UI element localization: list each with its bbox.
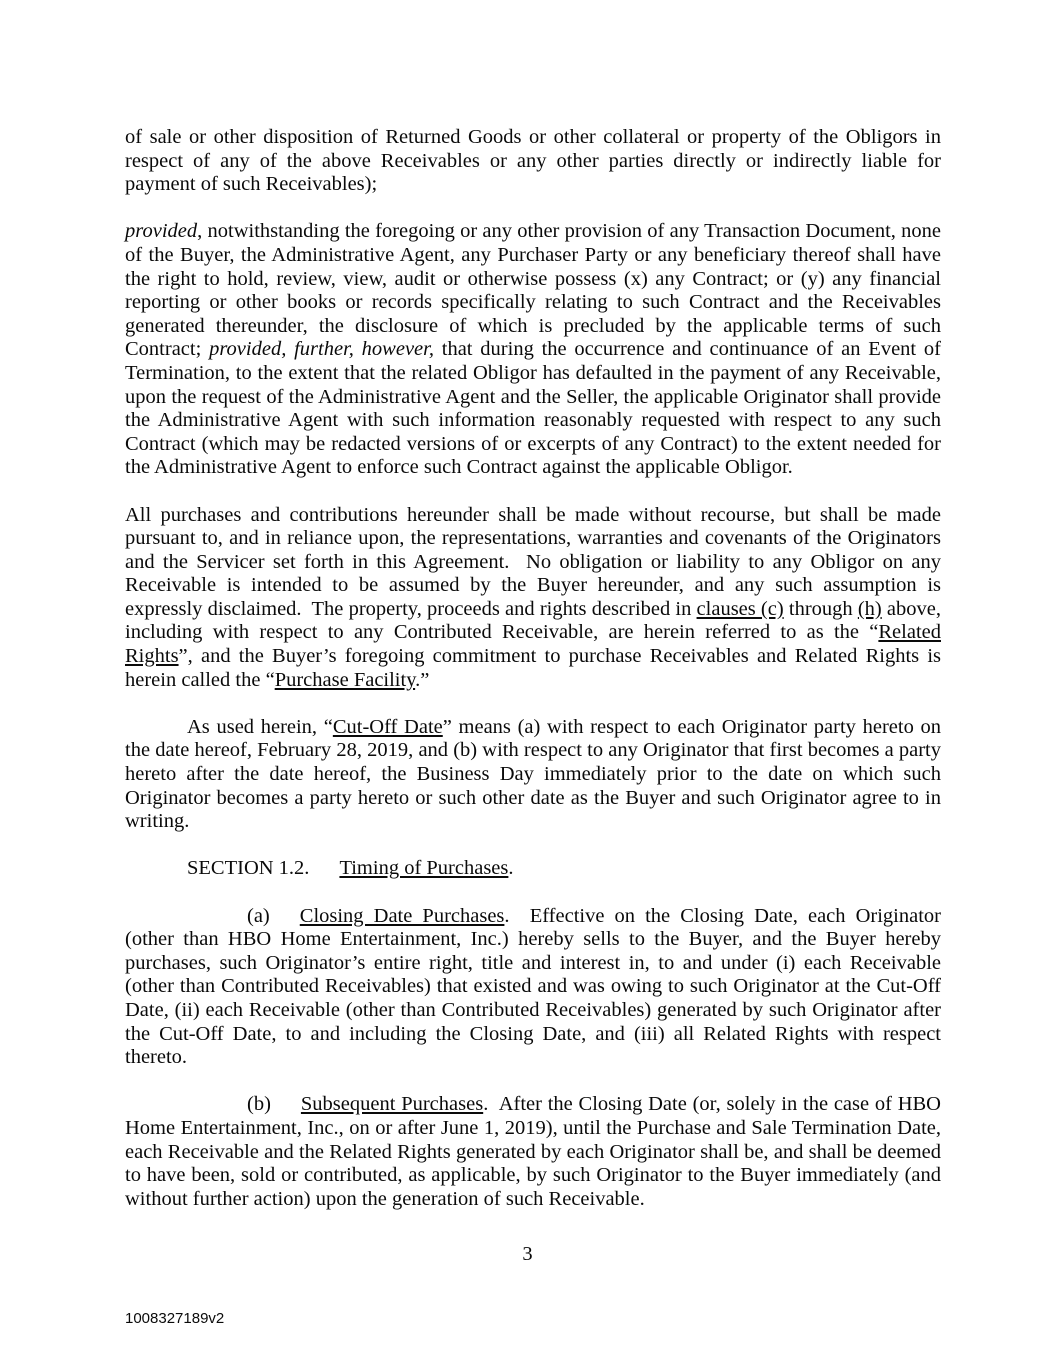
text-run: Timing of Purchases xyxy=(339,857,509,880)
para-proviso xyxy=(125,220,941,480)
text-run: provided xyxy=(125,220,198,243)
text-run: . xyxy=(508,857,514,880)
para-sale-disposition xyxy=(125,126,941,197)
text-run: provided, further, however, xyxy=(209,338,434,361)
text-run: . After the Closing Date (or, solely in the case of HBO Home Entertainment, Inc., on or after June 1, 2019), until the Purchase and Sale Termination Date, each Receivable and the Related Rights generated by each Originator shall be, and shall be deemed to have been, sold or contributed, as applicable, by such Originator to the Buyer immediately (and without further action) upon the generation of such Receivable. xyxy=(125,1093,941,1210)
text-run: Subsequent Purchases xyxy=(300,1093,484,1116)
heading-section-1-2 xyxy=(125,857,941,881)
text-run: ”, and the Buyer’s foregoing commitment to purchase Receivables and Related Rights is herein called the “ xyxy=(125,645,941,691)
document-body xyxy=(125,126,941,1235)
text-run: that during the occurrence and continuance of an Event of Termination, to the extent that the related Obligor has defaulted in the payment of any Receivable, upon the request of the Administrative Agent and the Seller, the applicable Originator shall provide the Administrative Agent with such information reasonably requested with respect to any such Contract (which may be redacted versions of or excerpts of any Contract) to the extent needed for the Administrative Agent to enforce such Contract against the applicable Obligor. xyxy=(125,338,941,479)
text-run: (b) xyxy=(247,1093,271,1116)
text-run: ” means (a) with respect to each Originator party hereto on the date hereof, February 28, 2019, and (b) with respect to any Originator that first becomes a party hereto after the date hereof, the Business Day immediately prior to the date on which such Originator becomes a party hereto or such other date as the Buyer and such Originator agree to in writing. xyxy=(125,715,941,833)
text-run: above, including with respect to any Contributed Receivable, are herein referred to as the “ xyxy=(125,597,941,644)
text-run: As used herein, “ xyxy=(187,715,333,738)
text-run: Purchase Facility xyxy=(274,668,416,691)
para-cutoff-date-definition xyxy=(125,716,941,834)
para-subsequent-purchases xyxy=(125,1093,941,1211)
text-run: (h) xyxy=(857,597,882,620)
text-run: All purchases and contributions hereunder shall be made without recourse, but shall be made pursuant to, and in reliance upon, the representations, warranties and covenants of the Originators and the Servicer set forth in this Agreement. No obligation or liability to any Obligor on any Receivable is intended to be assumed by the Buyer hereunder, and any such assumption is expressly disclaimed. The property, proceeds and rights described in xyxy=(125,503,941,620)
document-id-stamp: 1008327189v2 xyxy=(125,1310,225,1327)
text-run: . Effective on the Closing Date, each Originator (other than HBO Home Entertainment, Inc.) hereby sells to the Buyer, and the Buyer hereby purchases, such Originator’s entire right, title and interest in, to and under (i) each Receivable (other than Contributed Receivables) that existed and was owing to such Originator at the Cut-Off Date, (ii) each Receivable (other than Contributed Receivables) generated by such Originator after the Cut-Off Date, to and including the Closing Date, and (iii) all Related Rights with respect thereto. xyxy=(125,904,941,1069)
text-run: Cut-Off Date xyxy=(332,715,443,738)
text-run: SECTION 1.2. xyxy=(187,857,310,880)
text-run: of sale or other disposition of Returned Goods or other collateral or property of the Obligors in respect of any of the above Receivables or any other parties directly or indirectly liable for payment of such Receivables); xyxy=(125,126,941,196)
para-closing-date-purchases xyxy=(125,905,941,1070)
text-run: Closing Date Purchases xyxy=(299,904,505,927)
text-run: .” xyxy=(415,668,430,691)
text-run: clauses (c) xyxy=(696,597,784,620)
text-run: through xyxy=(783,597,858,620)
text-run: , notwithstanding the foregoing or any other provision of any Transaction Document, none of the Buyer, the Administrative Agent, any Purchaser Party or any beneficiary thereof shall have the right to hold, review, view, audit or otherwise possess (x) any Contract; or (y) any financial reporting or other books or records specifically relating to such Contract and the Receivables generated thereunder, the disclosure of which is precluded by the applicable terms of such Contract; xyxy=(125,220,941,361)
page-number: 3 xyxy=(522,1243,533,1265)
para-purchases-without-recourse xyxy=(125,504,941,693)
text-run: Related Rights xyxy=(125,621,941,668)
text-run: (a) xyxy=(247,904,270,927)
